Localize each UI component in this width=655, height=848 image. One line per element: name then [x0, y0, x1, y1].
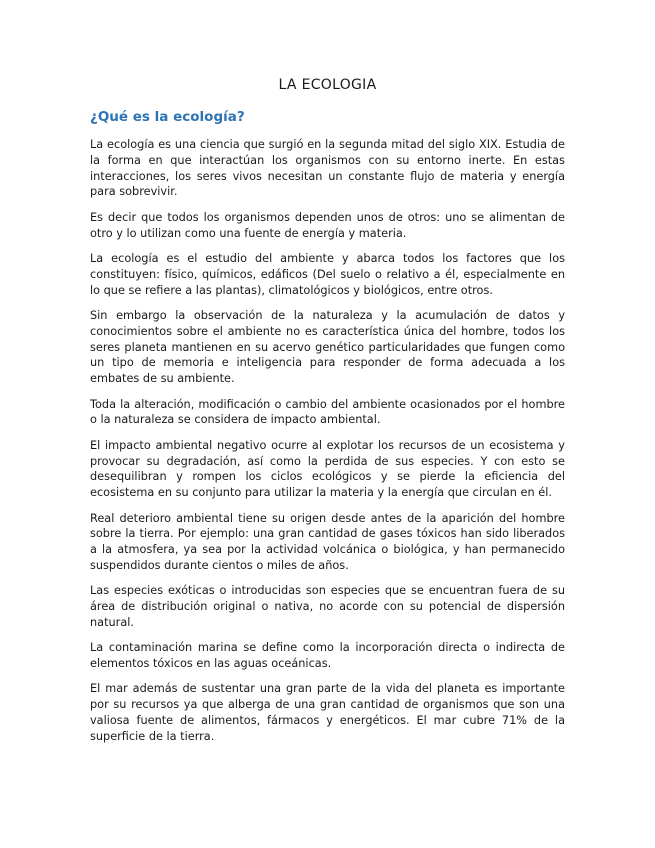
paragraph-1: La ecología es una ciencia que surgió en la segunda mitad del siglo XIX. Estudia de la forma en que interactúan los organismos con su entorno inerte. En estas interacciones, los seres vivos necesitan un constante flujo de materia y energía para sobrevivir.	[90, 138, 565, 199]
page-title: LA ECOLOGIA	[278, 77, 377, 93]
paragraph-7: Real deterioro ambiental tiene su origen desde antes de la aparición del hombre sobre la tierra. Por ejemplo: una gran cantidad de gases tóxicos han sido liberados a la atmosfera, ya sea por la actividad volcánica o biológica, y han permanecido suspendidos durante cientos o miles de años.	[90, 511, 565, 572]
paragraph-10: El mar además de sustentar una gran parte de la vida del planeta es importante por su recursos ya que alberga de una gran cantidad de organismos que son una valiosa fuente de alimentos, fármacos y energéticos. El mar cubre 71% de la superficie de la tierra.	[90, 682, 565, 743]
paragraph-4: Sin embargo la observación de la naturaleza y la acumulación de datos y conocimientos sobre el ambiente no es característica única del hombre, todos los seres planeta mantienen en su acervo genético particularidades que fungen como un tipo de memoria e inteligencia para responder de forma adecuada a los embates de su ambiente.	[90, 308, 565, 386]
paragraph-6: El impacto ambiental negativo ocurre al explotar los recursos de un ecosistema y provocar su degradación, así como la perdida de sus especies. Y con esto se desequilibran y rompen los ciclos ecológicos y se pierde la eficiencia del ecosistema en su conjunto para utilizar la materia y la energía que circulan en él.	[90, 438, 565, 500]
paragraph-3: La ecología es el estudio del ambiente y abarca todos los factores que los constituyen: físico, químicos, edáficos (Del suelo o relativo a él, especialmente en lo que se refiere a las plantas), climatológicos y biológicos, entre otros.	[90, 251, 565, 297]
paragraph-2: Es decir que todos los organismos dependen unos de otros: uno se alimentan de otro y lo utilizan como una fuente de energía y materia.	[90, 210, 565, 240]
section-heading: ¿Qué es la ecología?	[90, 109, 245, 125]
paragraph-5: Toda la alteración, modificación o cambio del ambiente ocasionados por el hombre o la naturaleza se considera de impacto ambiental.	[90, 397, 565, 427]
paragraph-8: Las especies exóticas o introducidas son especies que se encuentran fuera de su área de distribución original o nativa, no acorde con su potencial de dispersión natural.	[90, 584, 565, 629]
paragraph-9: La contaminación marina se define como la incorporación directa o indirecta de elementos tóxicos en las aguas oceánicas.	[90, 641, 565, 671]
